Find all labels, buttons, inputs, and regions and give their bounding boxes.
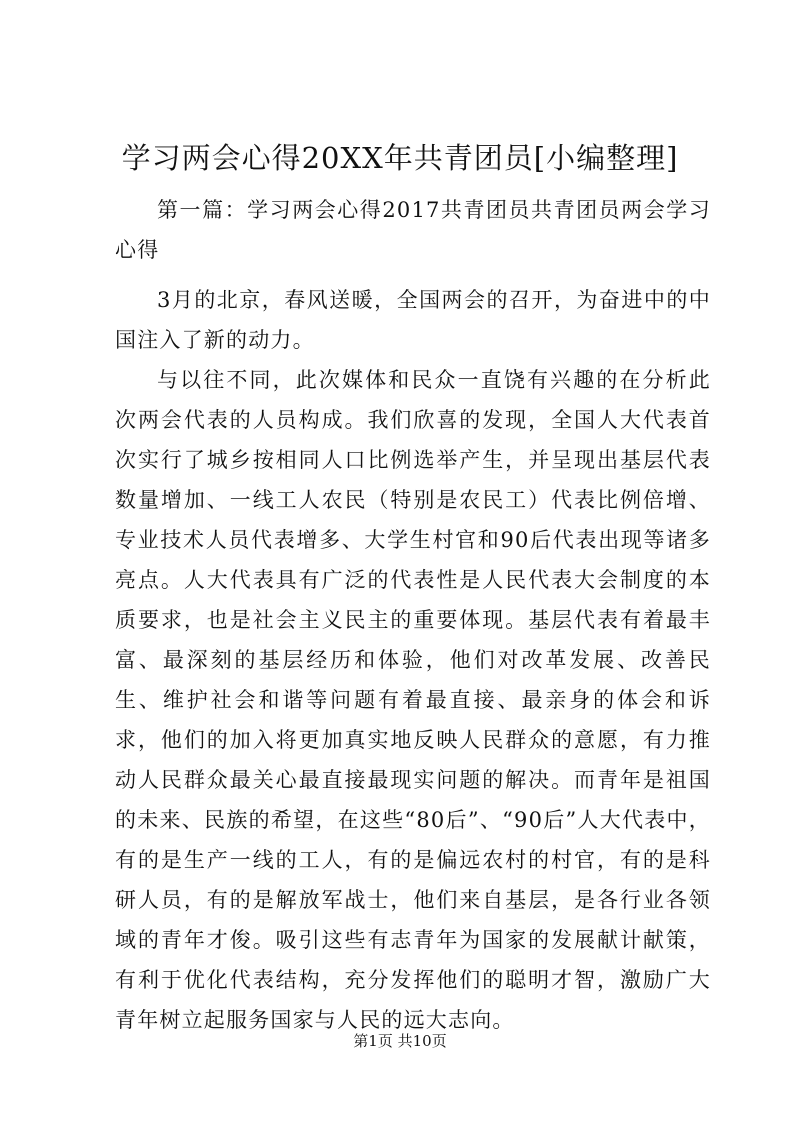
paragraph-main: 与以往不同，此次媒体和民众一直饶有兴趣的在分析此次两会代表的人员构成。我们欣喜的发现，全国人大代表首次实行了城乡按相同人口比例选举产生，并呈现出基层代表数量增加、一线工人农民（特别是农民工）代表比例倍增、专业技术人员代表增多、大学生村官和90后代表出现等诸多亮点。人大代表具有广泛的代表性是人民代表大会制度的本质要求，也是社会主义民主的重要体现。基层代表有着最丰富、最深刻的基层经历和体验，他们对改革发展、改善民生、维护社会和谐等问题有着最直接、最亲身的体会和诉求，他们的加入将更加真实地反映人民群众的意愿，有力推动人民群众最关心最直接最现实问题的解决。而青年是祖国的未来、民族的希望，在这些“80后”、“90后”人大代表中，有的是生产一线的工人，有的是偏远农村的村官，有的是科研人员，有的是解放军战士，他们来自基层，是各行业各领域的青年才俊。吸引这些有志青年为国家的发展献计献策，有利于优化代表结构，充分发挥他们的聪明才智，激励广大青年树立起服务国家与人民的远大志向。	[115, 368, 711, 1032]
document-title: 学习两会心得20XX年共青团员[小编整理]	[121, 141, 679, 175]
document-body	[115, 190, 711, 1040]
paragraph-intro: 3月的北京，春风送暖，全国两会的召开，为奋进中的中国注入了新的动力。	[115, 288, 711, 352]
paragraph-section-heading: 第一篇：学习两会心得2017共青团员共青团员两会学习心得	[115, 198, 711, 262]
page-number-footer: 第1页 共10页	[353, 1032, 447, 1050]
